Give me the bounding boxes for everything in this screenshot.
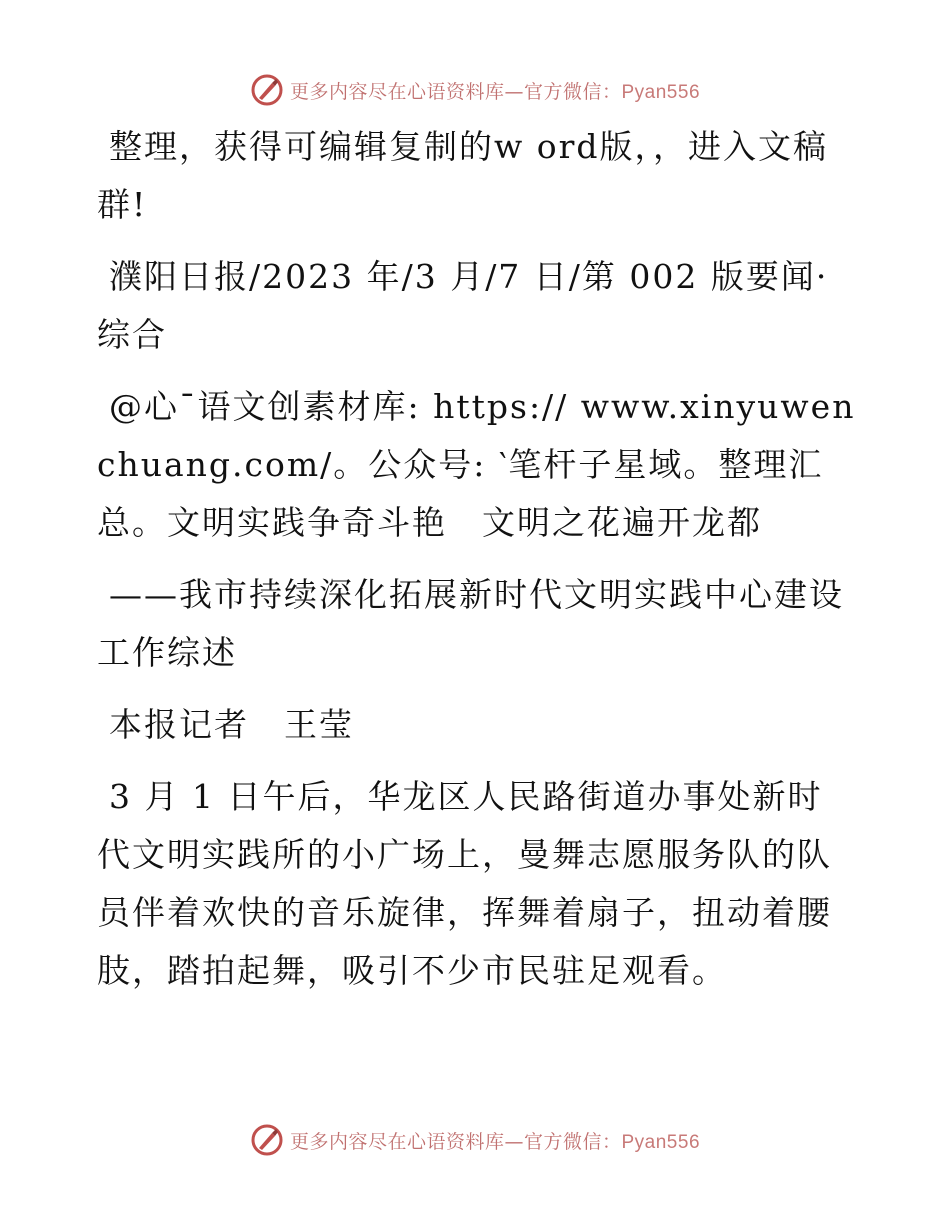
pen-logo-icon xyxy=(250,1123,284,1157)
document-body xyxy=(97,118,857,1014)
footer-watermark xyxy=(0,1120,950,1160)
paragraph-text: 整理，获得可编辑复制的w ord版，，进入文稿群! xyxy=(97,127,829,224)
pen-logo-icon xyxy=(250,73,284,107)
paragraph-text: 3 月 1 日午后，华龙区人民路街道办事处新时代文明实践所的小广场上，曼舞志愿服务队的队员伴着欢快的音乐旋律，挥舞着扇子，扭动着腰肢，踏拍起舞，吸引不少市民驻足观看。 xyxy=(97,777,832,990)
header-watermark xyxy=(0,70,950,110)
watermark-handle: Pyan556 xyxy=(621,1131,701,1153)
paragraph-library-and-title xyxy=(97,378,857,552)
paragraph-text: ——我市持续深化拓展新时代文明实践中心建设工作综述 xyxy=(97,575,844,672)
watermark-handle: Pyan556 xyxy=(621,81,701,103)
paragraph-text: 濮阳日报/2023 年/3 月/7 日/第 002 版要闻·综合 xyxy=(97,257,829,354)
paragraph-source xyxy=(97,248,857,364)
paragraph-body xyxy=(97,768,857,1000)
watermark-text: 更多内容尽在心语资料库—官方微信：Pyan556 xyxy=(289,1130,701,1153)
watermark-text: 更多内容尽在心语资料库—官方微信：Pyan556 xyxy=(289,80,701,103)
paragraph-intro xyxy=(97,118,857,234)
paragraph-byline xyxy=(97,696,857,754)
paragraph-subtitle xyxy=(97,566,857,682)
paragraph-text: 本报记者 王莹 xyxy=(109,705,354,744)
paragraph-text: @心¯语文创素材库: https:// www.xinyuwenchuang.com/。公众号: ‵笔杆子星域。整理汇总。文明实践争奇斗艳 文明之花遍开龙都 xyxy=(97,387,856,542)
